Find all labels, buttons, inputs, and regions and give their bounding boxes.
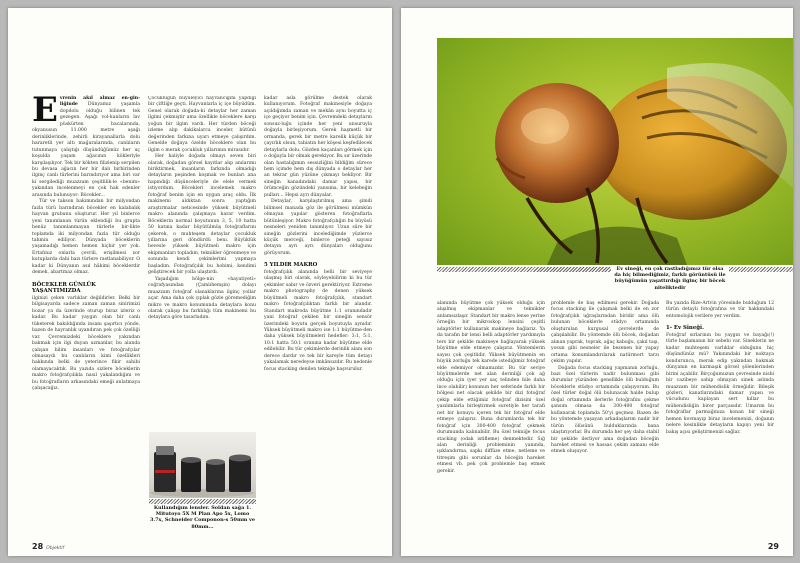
photo-caption: Ev sineği, en çok rastladığımız tür olsa da hiç bilmediğimiz, farklı görüntüsü ile büyüğümün yaşattırdığı ilginç bir böcek niteliktedir [614, 266, 726, 291]
paragraph: Çocukluğun büyüleyici hayvancığını yapdığı bir çiftliğe geçti. Hayvanlarla iç içe büyüdüm. Genel olarak doğada-ki detaylar her zaman ilgimi çekmiştir ama özellikle böceklere karşı yoğun bir ilgim vardı. Her türden böceği izleme alıp dakikalarca inceler, bütünü değerinden farkına uyarı etmeye çalışırdım. Genelde doğaya özelde böceklere olan bu ilgim o merak çocukluk yıllarımın mirasıdır. [148, 96, 256, 153]
left-page [8, 8, 392, 556]
right-column-1 [437, 301, 545, 475]
lenses-illustration [149, 432, 256, 498]
magazine-name: Objektif [46, 546, 65, 551]
paragraph: Fotoğraf sırlarının bu yaygın ve bayağı(!) türle başlamanın bir sebebi var. Sineklerin ne kadar muhteşem varlıklar olduğunu hiç düşündünüz mü? Yakınındaki bir noktaya kondurunca, merak edip yakından bakmak dünyanın en karmaşık görsel şölenlerinden birini açabilir. Birçoğumuzun çevresinde nisbi bir cazibeye sahip olmayan sinek aslında muazzam bir mühendislik örneğidir. Bileşik gözleri, kanatlarındaki damar yapısı ve vücudunu kaplayan sert kıllar bu mühendisliğin birer parçasıdır. Umarım bu fotoğraflar parmağınıza konan bir sineği hemen kovmayıp biraz incelemenizi, doğanın nelere kesinlikle detayların kapıyı yeni bir bakış açısı geliştirmenizi sağlar. [666, 332, 774, 435]
hatch-rule [437, 267, 611, 272]
page-number: 28 [32, 542, 44, 551]
paragraph: problemle de baş edilmesi gerekir. Doğada focus stacking ile çalışmak belki de en zor fotoğrafçılık uğraşlarından biridir ama ölü bulunan böceklerle stüdyo ortamında oluşturulan kurgusal çevrelerde de çalışılabilir. Bu yöntemde ölü böcek, doğadan alınan yaprak, toprak, ağaç kabuğu, çakıl taşı, yosun gibi nesneler ile bezenen bir yapay ortama konumlandırılarak natürmort tarzı çekim yapılır. [551, 301, 659, 365]
drop-cap: E [32, 90, 58, 130]
lens-photo [149, 432, 256, 498]
paragraph: Doğada focus stacking yapmanın zorluğu, bazı özel türlerin nadir bulunması gibi durumlar yüzünden genellikle ölü bulduğum böceklerle stüdyo ortamında çalışıyorum. Bu özel türler doğal ölü bulunacak halde bulup doğal ortamında ilerlerle fotoğrafını çekme şansım olmasa da 300-400 fotoğraf kullanarak toplamda 50'yi geçmez. Bazen de bu yöntemde yaşayan arkadaşlarım nadir bir türün ölüsünü bulduklarında bana ulaştırıyorlar. Bu durumda her şey daha stabil bir şekilde ilerliyor ama doğadan böceğin hareket etmesi ve hassas çekim zamanı elde etmek oluşuyor. [551, 365, 659, 455]
photo-caption: Kullandığım lensler. Soldan sağa 1. Mitutoyo 5X M Plan Apo 5x, Lomo 3.7x, Schneider Componon-s 50mm ve 80mm... [150, 505, 255, 530]
left-column-2 [148, 96, 256, 416]
right-column-2 [551, 301, 659, 456]
lead-in: vrenin akıl almaz en-gin-liğinde [59, 96, 140, 108]
housefly-photo [437, 38, 793, 265]
paragraph: kadar asla görülme destek olarak kullanıyorum. Fotoğraf makinesiyle doğaya açıldığımda zaman ve mekân aynı boyutta iç içe geçiyor benim için. Çevremdeki detayların sonsuz-luğu içinde her yeni unsuruyla doğayla birleşiyorum. Gerek haşmetli bir ormanda, gerek bir metre karelik küçük bir çayırlık olsun, tabiatın her köşesi keşfedilecek detaylarla dolu. Gözden kaçanları görmek için o doğayla bir olmak gerekiyor. Bu sır üzerinde olan hastalığımın sessizliğini bildiğim sürece hem içimde hem dış dünyada o detaylar her an tekrar gün yüzüne çıkmayı bekliyor. Bir sineğin kanadındaki damar yapısı, bir örümceğin gözündeki yansıma, bir kelebeğin pulları... Hepsi ayrı dünyalar. [264, 96, 372, 198]
right-page [401, 8, 793, 556]
left-column-1 [32, 90, 140, 393]
right-column-3 [666, 301, 774, 436]
paragraph: ilginizi çeken varlıklar değildirler. Belki bir bilgisayarda sadece zaman zaman sinirimizi bozar ya da üzerinde oturup biraz izleriz o kadar. Bu kadar yaygın olan bir canlı tüketerek bakıldığında insanı şaşırtıcı yönde, bazen de hayranlık uyandıran pek çok özelliği var. Çevremizdeki böceklere yakından bakmak için ilgi duyan uzmanlar, bu alanda çalışan bilim insanları ve fotoğrafçılar olmasaydı bu canlıların kimi özellikleri hakkında belki de yeterince fikir sahibi olamayacaktık. Bu yazıda sizlere böceklerin makro fotoğrafçılıkla nasıl yakalandığını ve bu fotoğrafların arkasındaki emeği anlatmaya çalışacağız. [32, 295, 140, 392]
paragraph: alanında büyütme çok yüksek olduğu için alışılmış ekipmanlar ve teknikler anlamsızlaşır. Standart bir makro lense yerine örneğin bir mikroskop lensini çeşitli adaptörler kullanarak makineye bağlarız. Ya da tarafın bir lensi belli adaptörler yardımıyla ters bir şekilde makineye bağlayarak yüksek büyütme elde etmeye çalışırız. Yöntemlerin sayısı çok çeşitlidir. Yüksek büyütmenin en büyük zorluğu tek karede istediğimiz fotoğraf elde edemiyor olmamızdır. Bu tür seviye büyütmelerde net alan derinliği çok ağ olduğu için (yer yer saç telinden bile daha ince olabilir) konunun her seferinde farklı bir bölgesi net olacak şekilde bir dizi fotoğraf çekip elde ettiğimiz fotoğraf dizisini özel yazılımlarla birleştirmek suretiyle her tarafı net bir konuyu içeren tek bir fotoğraf elde etmeye çalışırız. Buna durumlarda tek bir fotoğraf için 300-400 fotoğraf çekmek durumunda kalınabilir. Bu özel tekniğe focus stacking (odak istifleme) denmektedir. Sığ alan derinliği probleminin yanında, ışıklandırma, sapkı diffüze etme, netleme ve titreşim gibi sorunlar da böceğin hareket etmesi vb. pek çok problemle baş etmek gerekir. [437, 301, 545, 474]
paragraph: Detaylar, karşılaştırılmış ama şimdi bilimsel manada göz ile görülmesi mümkün olmayan yapılar gösteren fotoğraflarla bütünleşiyor. Makro fotoğrafçılığın bu büyüsü nesneleri yeniden tanımlıyor. Uzun süre bir sineğin gözlerini incelediğimde yüzlerce küçük merceği, binlerce peteği sayısız detayın ayrı ayrı dünyaları olduğunu görüyorum. [264, 199, 372, 256]
paragraph: Tür ve takson bakımından bir milyondan fazla türü barındıran böcekler en kalabalık hayvan grubunu oluşturur. Her yıl binlerce yeni tanımlanan türün eklendiği bu grupta henüz tanımlanmayan türlerle bir-likte toplamda iki milyondan fazla tür olduğu tahmin ediliyor. Dünyada böceklerin yaşamadığı hemen hemen hiçbir yer yok. Ertafınız onlarla çevrili, erişilmesi zor kutuplarda dahi bazı türlere rastlanabiliyor. O kadar ki Dünyanın asıl hâkimi böceklerdir demek, abartmaz olmaz. [32, 199, 140, 276]
paragraph: Yaşadığım bölge-nin «hayatiyeti» coğrafyasından (Çamlıhemşin) dolayı muazzam fotoğraf olanaklarına ilginç yollar açar. Ama daha çok çıplak gözle göremediğim mikro ve makro konumunda detaylara konu olarak çalışıp bu farklılığı tüm makinemi bu detaylara göre tasarladım. [148, 276, 256, 321]
page-number-right: 29 [767, 542, 779, 551]
hatch-rule [729, 267, 793, 272]
paragraph: Dünyamız yaşamla dopdolu olduğu bilinen tek gezegen. Aşağı vol-kanların lav püskürten bacalarında, okyanusun 11.000 metre aşağı derinliklerinde, zehirli kirayanallarla dolu hararetli yer altı mağaralarında, canlıların tutunmaya çalıştığı düşündüğümüz her uç koşulda yaşam ağacının kökleriyle karşılaşılıyor. Tek bir kökten filizlenip serpilen bu devasa ağacın her bir dalı birbirinden ilginç canlı türlerini barındırıyor ama biri var ki sergilediği muazzam çeşitlilik-le «benim» yakından incelenmeyi en çok hak edenler arasında bulunuyor: Böcekler... [32, 102, 140, 198]
housefly-illustration [437, 38, 793, 265]
page-number-left [32, 542, 64, 551]
section-heading: 1- Ev Sineği. [666, 325, 704, 332]
paragraph: Her haliyle doğada olmayı seven biri olarak, doğadan görsel kayıtlar alıp anılarımı biriktirmek, insanların farkında olmadığı detayların peşinden koşmak ve bunları ana hapındığı düşünceleriyle de elele vermek istiyordum. Böcekleri incelemek makro fotoğraf benim için en uygun araç oldu. İlk makinemi aldıktan sonra yaptığım araştırmalar neticesinde yüksek büyütmeli makro alanında çalışmaya karar verdim. Böceklerin normal boyutunun 3, 5, 10 hatta 50 katına kadar büyütülmüş fotoğraflarını çekerek, o muhteşem detaylar çocukluk yıllarına geri döndürdü beni. Büyüklük hevesle yüksek büyütmeli makro için ekipmanları topladım, teknikler öğrenmeye ve sonunda kendi çekimlerimi yapmaya başladım. Fotoğrafçılık bu hobimi, kendimi geliştirecek bir yolla ulaştırdı. [148, 154, 256, 276]
paragraph: Bu yazıda Rize-Artvin yöresinde bulduğum 12 türün detaylı fotoğrafına ve tür hakkındaki entomolojik verilere yer verdim. [666, 301, 774, 319]
paragraph: fotoğrafçılık alanında belli bir seviyeye ulaşmış biri olarak, söyleyebilirim ki bu tür çekimler sabır ve özveri gerektiriyor. Extreme makro photography de denen yüksek büyütmeli makro fotoğrafçılık, standart makro fotoğrafçılıktan farklı bir alandır. Standart makroda büyütme 1:1 oranındadır yani fotoğraf çekilen bir sineğin sensör üzerindeki boyutu gerçek boyutuyla aynıdır. Yüksek büyütmeli makro ise 1:1 büyütme-den daha yüksek büyütmeleri hedefler: 3:1, 5:1, 10:1 hatta 50:1 oranına kadar büyütme elde edilebilir. Bu tür çekimlerde derinlik alanı son derece dardır ve tek bir kareyle tüm detayı yakalamak neredeyse imkânsızdır. Bu nedenle focus stacking denilen tekniğe başvurulur. [264, 269, 372, 372]
left-column-3 [264, 96, 372, 373]
section-heading: BÖCEKLER GÜNLÜK YAŞANTIMIZDA [32, 281, 96, 295]
section-heading: 5 YILDIR MAKRO [264, 262, 318, 269]
hatch-rule [149, 499, 256, 504]
